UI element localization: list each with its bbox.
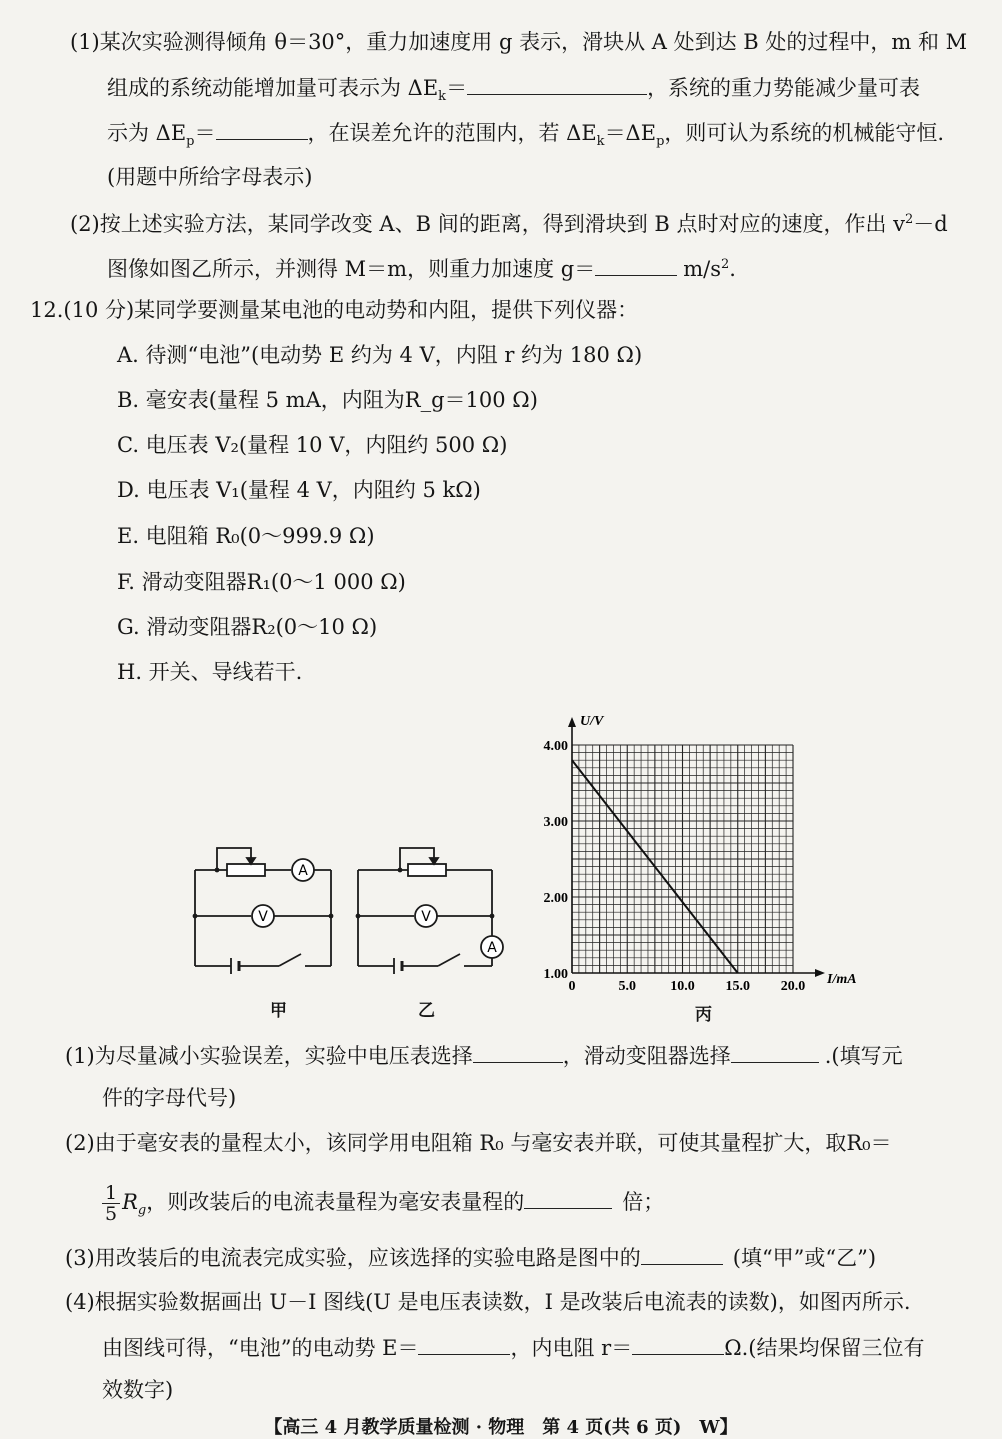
- q11-part1-note: (用题中所给字母表示): [107, 165, 313, 189]
- instrument-item-f: F. 滑动变阻器R₁(0～1 000 Ω): [117, 570, 406, 594]
- chart-grid: [572, 745, 793, 973]
- x-tick-label: 10.0: [670, 979, 695, 994]
- u-i-chart: [520, 705, 880, 995]
- instrument-item-g: G. 滑动变阻器R₂(0～10 Ω): [117, 615, 378, 639]
- q12-sub1-line1: [65, 1040, 903, 1071]
- y-tick-label: 2.00: [543, 891, 568, 906]
- text: (1)为尽量减小实验误差，实验中电压表选择: [65, 1044, 473, 1068]
- superscript: 2: [905, 212, 914, 227]
- y-axis-arrow: [568, 717, 576, 727]
- q12-sub1-line2: 件的字母代号): [102, 1086, 237, 1110]
- answer-blank-emf[interactable]: [418, 1332, 510, 1355]
- subscript: g: [137, 1203, 147, 1219]
- text: .: [729, 257, 736, 281]
- text: 示为 ΔE: [107, 121, 187, 145]
- q12-sub4-line2: [102, 1332, 924, 1363]
- q11-part1-line2: [107, 72, 920, 112]
- text: ，则可认为系统的机械能守恒.: [664, 121, 945, 145]
- caption-yi: 乙: [418, 1001, 435, 1021]
- y-tick-label: 1.00: [543, 967, 568, 982]
- superscript: 2: [720, 257, 730, 272]
- x-tick-label: 20.0: [780, 979, 806, 994]
- y-tick-label: 4.00: [543, 739, 568, 754]
- q11-part2-line1: [70, 205, 948, 239]
- instrument-item-a: A. 待测“电池”(电动势 E 约为 4 V，内阻 r 约为 180 Ω): [117, 343, 643, 367]
- instrument-item-d: D. 电压表 V₁(量程 4 V，内阻约 5 kΩ): [117, 478, 481, 502]
- voltmeter-symbol: V: [258, 909, 268, 925]
- x-tick-label: 15.0: [725, 979, 750, 994]
- instrument-item-c: C. 电压表 V₂(量程 10 V，内阻约 500 Ω): [117, 433, 508, 457]
- answer-blank-rheostat[interactable]: [731, 1040, 819, 1063]
- subscript: k: [438, 89, 447, 105]
- y-axis-label: U/V: [580, 714, 604, 729]
- text: ＝: [194, 121, 216, 145]
- text: ＝ΔE: [604, 121, 657, 145]
- answer-blank-multiple[interactable]: [524, 1186, 612, 1209]
- fraction-one-fifth: [102, 1183, 120, 1224]
- q12-sub2-line1: (2)由于毫安表的量程太小，该同学用电阻箱 R₀ 与毫安表并联，可使其量程扩大，取R₀＝: [65, 1131, 892, 1155]
- text: 倍；: [622, 1190, 665, 1214]
- subscript: k: [596, 134, 605, 150]
- answer-blank-delta-ek[interactable]: [467, 72, 647, 95]
- text: (2)按上述实验方法，某同学改变 A、B 间的距离，得到滑块到 B 点时对应的速度，作出 v: [70, 212, 906, 236]
- q12-sub2-line2: [102, 1180, 664, 1233]
- subscript: p: [186, 134, 195, 150]
- text: 组成的系统动能增加量可表示为 ΔE: [107, 76, 439, 100]
- circuit-diagram-yi: [350, 840, 510, 980]
- text: .(填写元: [824, 1044, 903, 1068]
- ammeter-symbol: A: [487, 940, 497, 956]
- text: 由图线可得，“电池”的电动势 E＝: [102, 1336, 419, 1360]
- answer-blank-g[interactable]: [595, 253, 677, 276]
- text: ＝: [446, 76, 468, 100]
- numerator: 1: [102, 1183, 120, 1204]
- answer-blank-delta-ep[interactable]: [216, 117, 308, 140]
- text: ，内电阻 r＝: [510, 1336, 633, 1360]
- y-tick-label: 3.00: [543, 815, 568, 830]
- instrument-item-e: E. 电阻箱 R₀(0～999.9 Ω): [117, 524, 375, 548]
- x-axis-arrow: [815, 969, 825, 977]
- x-tick-label: 0: [568, 979, 576, 994]
- circuit-diagram-jia: [185, 840, 345, 980]
- q12-sub3: [65, 1242, 876, 1273]
- unit: m/s: [683, 257, 721, 281]
- denominator: 5: [105, 1203, 118, 1225]
- caption-bing: 丙: [695, 1005, 712, 1025]
- answer-blank-voltmeter[interactable]: [473, 1040, 563, 1063]
- q12-heading: 12.(10 分)某同学要测量某电池的电动势和内阻，提供下列仪器：: [30, 298, 639, 322]
- text: R: [122, 1190, 138, 1214]
- text: (填“甲”或“乙”): [732, 1246, 877, 1270]
- text: ，滑动变阻器选择: [562, 1044, 731, 1068]
- q11-part2-line2: [107, 250, 736, 284]
- q12-sub4-line1: (4)根据实验数据画出 U－I 图线(U 是电压表读数，I 是改装后电流表的读数)，如图丙所示.: [65, 1290, 911, 1314]
- x-tick-label: 5.0: [618, 979, 636, 994]
- q12-sub4-line3: 效数字): [102, 1378, 174, 1402]
- text: Ω.(结果均保留三位有: [724, 1336, 925, 1360]
- text: (3)用改装后的电流表完成实验，应该选择的实验电路是图中的: [65, 1246, 641, 1270]
- text: ，则改装后的电流表量程为毫安表量程的: [146, 1190, 525, 1214]
- ammeter-symbol: A: [298, 863, 308, 879]
- answer-blank-resistance[interactable]: [632, 1332, 724, 1355]
- caption-jia: 甲: [270, 1001, 287, 1021]
- text: －d: [913, 212, 948, 236]
- text: 图像如图乙所示，并测得 M＝m，则重力加速度 g＝: [107, 257, 596, 281]
- x-axis-label: I/mA: [827, 972, 857, 987]
- q11-part1-line3: [107, 117, 944, 157]
- text: ，在误差允许的范围内，若 ΔE: [307, 121, 597, 145]
- subscript: p: [656, 134, 665, 150]
- answer-blank-circuit[interactable]: [641, 1242, 723, 1265]
- page-footer: 【高三 4 月教学质量检测 · 物理 第 4 页(共 6 页) W】: [264, 1417, 738, 1438]
- text: ，系统的重力势能减少量可表: [647, 76, 921, 100]
- voltmeter-symbol: V: [421, 909, 431, 925]
- instrument-item-b: B. 毫安表(量程 5 mA，内阻为R_g＝100 Ω): [117, 388, 538, 412]
- q11-part1-line1: (1)某次实验测得倾角 θ＝30°，重力加速度用 g 表示，滑块从 A 处到达 B 处的过程中，m 和 M: [70, 30, 968, 54]
- instrument-item-h: H. 开关、导线若干.: [117, 660, 303, 684]
